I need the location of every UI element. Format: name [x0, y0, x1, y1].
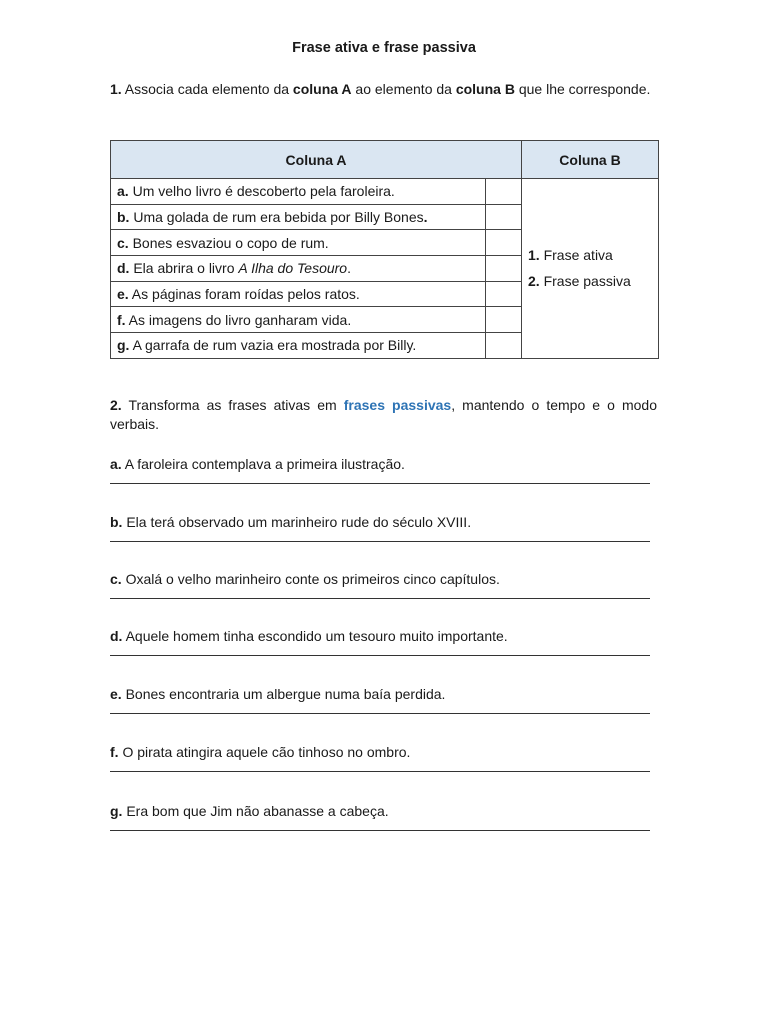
statement-letter: c. — [117, 234, 129, 251]
exercise-a — [110, 455, 655, 484]
statement-letter: a. — [117, 183, 129, 200]
exercise-text: Aquele homem tinha escondido um tesouro muito importante. — [122, 628, 508, 644]
page-title: Frase ativa e frase passiva — [292, 40, 476, 56]
statement-g — [111, 333, 486, 359]
statement-text: A garrafa de rum vazia era mostrada por Billy. — [129, 337, 417, 354]
statement-end: . — [423, 209, 428, 226]
answer-line-e[interactable] — [110, 713, 650, 714]
exercise-text: Oxalá o velho marinheiro conte os primeiros cinco capítulos. — [121, 571, 500, 587]
option-label: Frase ativa — [539, 247, 613, 264]
exercise-letter: d. — [110, 628, 123, 644]
question-2-text-part1: Transforma as frases ativas em — [121, 397, 344, 413]
statement-letter: f. — [117, 311, 126, 328]
question-2-number: 2. — [110, 397, 122, 413]
option-number: 1. — [528, 247, 540, 264]
exercise-g — [110, 802, 655, 831]
exercise-letter: b. — [110, 514, 123, 530]
answer-box-a[interactable] — [486, 179, 522, 205]
statement-d — [111, 256, 486, 282]
exercise-sentence — [110, 570, 655, 588]
statement-letter: d. — [117, 260, 130, 277]
statement-text: Bones esvaziou o copo de rum. — [128, 234, 329, 251]
column-b-reference: coluna B — [455, 81, 515, 97]
statement-letter: e. — [117, 286, 129, 303]
exercise-sentence — [110, 685, 655, 703]
statement-text: Um velho livro é descoberto pela faroleira. — [128, 183, 395, 200]
statement-text: As imagens do livro ganharam vida. — [125, 311, 352, 328]
exercise-sentence — [110, 627, 655, 645]
statement-text: As páginas foram roídas pelos ratos. — [128, 286, 360, 303]
question-1 — [110, 80, 657, 99]
question-1-text-part1: Associa cada elemento da — [121, 81, 293, 97]
answer-box-b[interactable] — [486, 204, 522, 230]
exercise-letter: e. — [110, 686, 122, 702]
answer-line-a[interactable] — [110, 483, 650, 484]
exercise-b — [110, 513, 655, 542]
option-frase-passiva — [528, 268, 652, 294]
option-label: Frase passiva — [539, 273, 631, 290]
question-1-text-part3: que lhe corresponde. — [514, 81, 651, 97]
option-frase-ativa — [528, 242, 652, 268]
statement-a — [111, 179, 486, 205]
column-b-header: Coluna B — [522, 141, 659, 179]
answer-line-g[interactable] — [110, 830, 650, 831]
exercise-e — [110, 685, 655, 714]
answer-box-d[interactable] — [486, 256, 522, 282]
question-2-text-part2: , mantendo o tempo e o modo verbais. — [110, 397, 657, 432]
answer-box-f[interactable] — [486, 307, 522, 333]
matching-table — [110, 140, 659, 359]
exercise-text: Bones encontraria um albergue numa baía perdida. — [121, 686, 446, 702]
column-a-header: Coluna A — [111, 141, 522, 179]
exercise-sentence — [110, 455, 655, 473]
exercise-letter: c. — [110, 571, 122, 587]
answer-box-c[interactable] — [486, 230, 522, 256]
statement-f — [111, 307, 486, 333]
answer-box-g[interactable] — [486, 333, 522, 359]
statement-c — [111, 230, 486, 256]
question-1-text-part2: ao elemento da — [351, 81, 456, 97]
exercise-sentence — [110, 802, 655, 820]
exercise-letter: f. — [110, 744, 119, 760]
exercise-f — [110, 743, 655, 772]
question-2 — [110, 396, 657, 434]
statement-e — [111, 281, 486, 307]
exercise-letter: g. — [110, 803, 123, 819]
exercise-d — [110, 627, 655, 656]
answer-line-f[interactable] — [110, 771, 650, 772]
exercise-text: O pirata atingira aquele cão tinhoso no ombro. — [118, 744, 411, 760]
exercise-text: Era bom que Jim não abanasse a cabeça. — [122, 803, 389, 819]
book-title: A Ilha do Tesouro — [238, 260, 348, 277]
statement-letter: b. — [117, 209, 130, 226]
option-number: 2. — [528, 273, 540, 290]
statement-text: Uma golada de rum era bebida por Billy Bones — [129, 209, 424, 226]
exercise-letter: a. — [110, 456, 122, 472]
exercise-sentence — [110, 513, 655, 531]
statement-end: . — [347, 260, 351, 277]
statement-b — [111, 204, 486, 230]
frases-passivas-highlight: frases passivas — [343, 397, 452, 413]
answer-line-c[interactable] — [110, 598, 650, 599]
answer-box-e[interactable] — [486, 281, 522, 307]
question-1-number: 1. — [110, 81, 122, 97]
statement-text: Ela abrira o livro — [129, 260, 239, 277]
column-b-options — [522, 179, 659, 359]
answer-line-b[interactable] — [110, 541, 650, 542]
exercise-c — [110, 570, 655, 599]
exercise-text: Ela terá observado um marinheiro rude do século XVIII. — [122, 514, 472, 530]
exercise-sentence — [110, 743, 655, 761]
exercise-text: A faroleira contemplava a primeira ilustração. — [121, 456, 405, 472]
answer-line-d[interactable] — [110, 655, 650, 656]
column-a-reference: coluna A — [292, 81, 352, 97]
statement-letter: g. — [117, 337, 130, 354]
